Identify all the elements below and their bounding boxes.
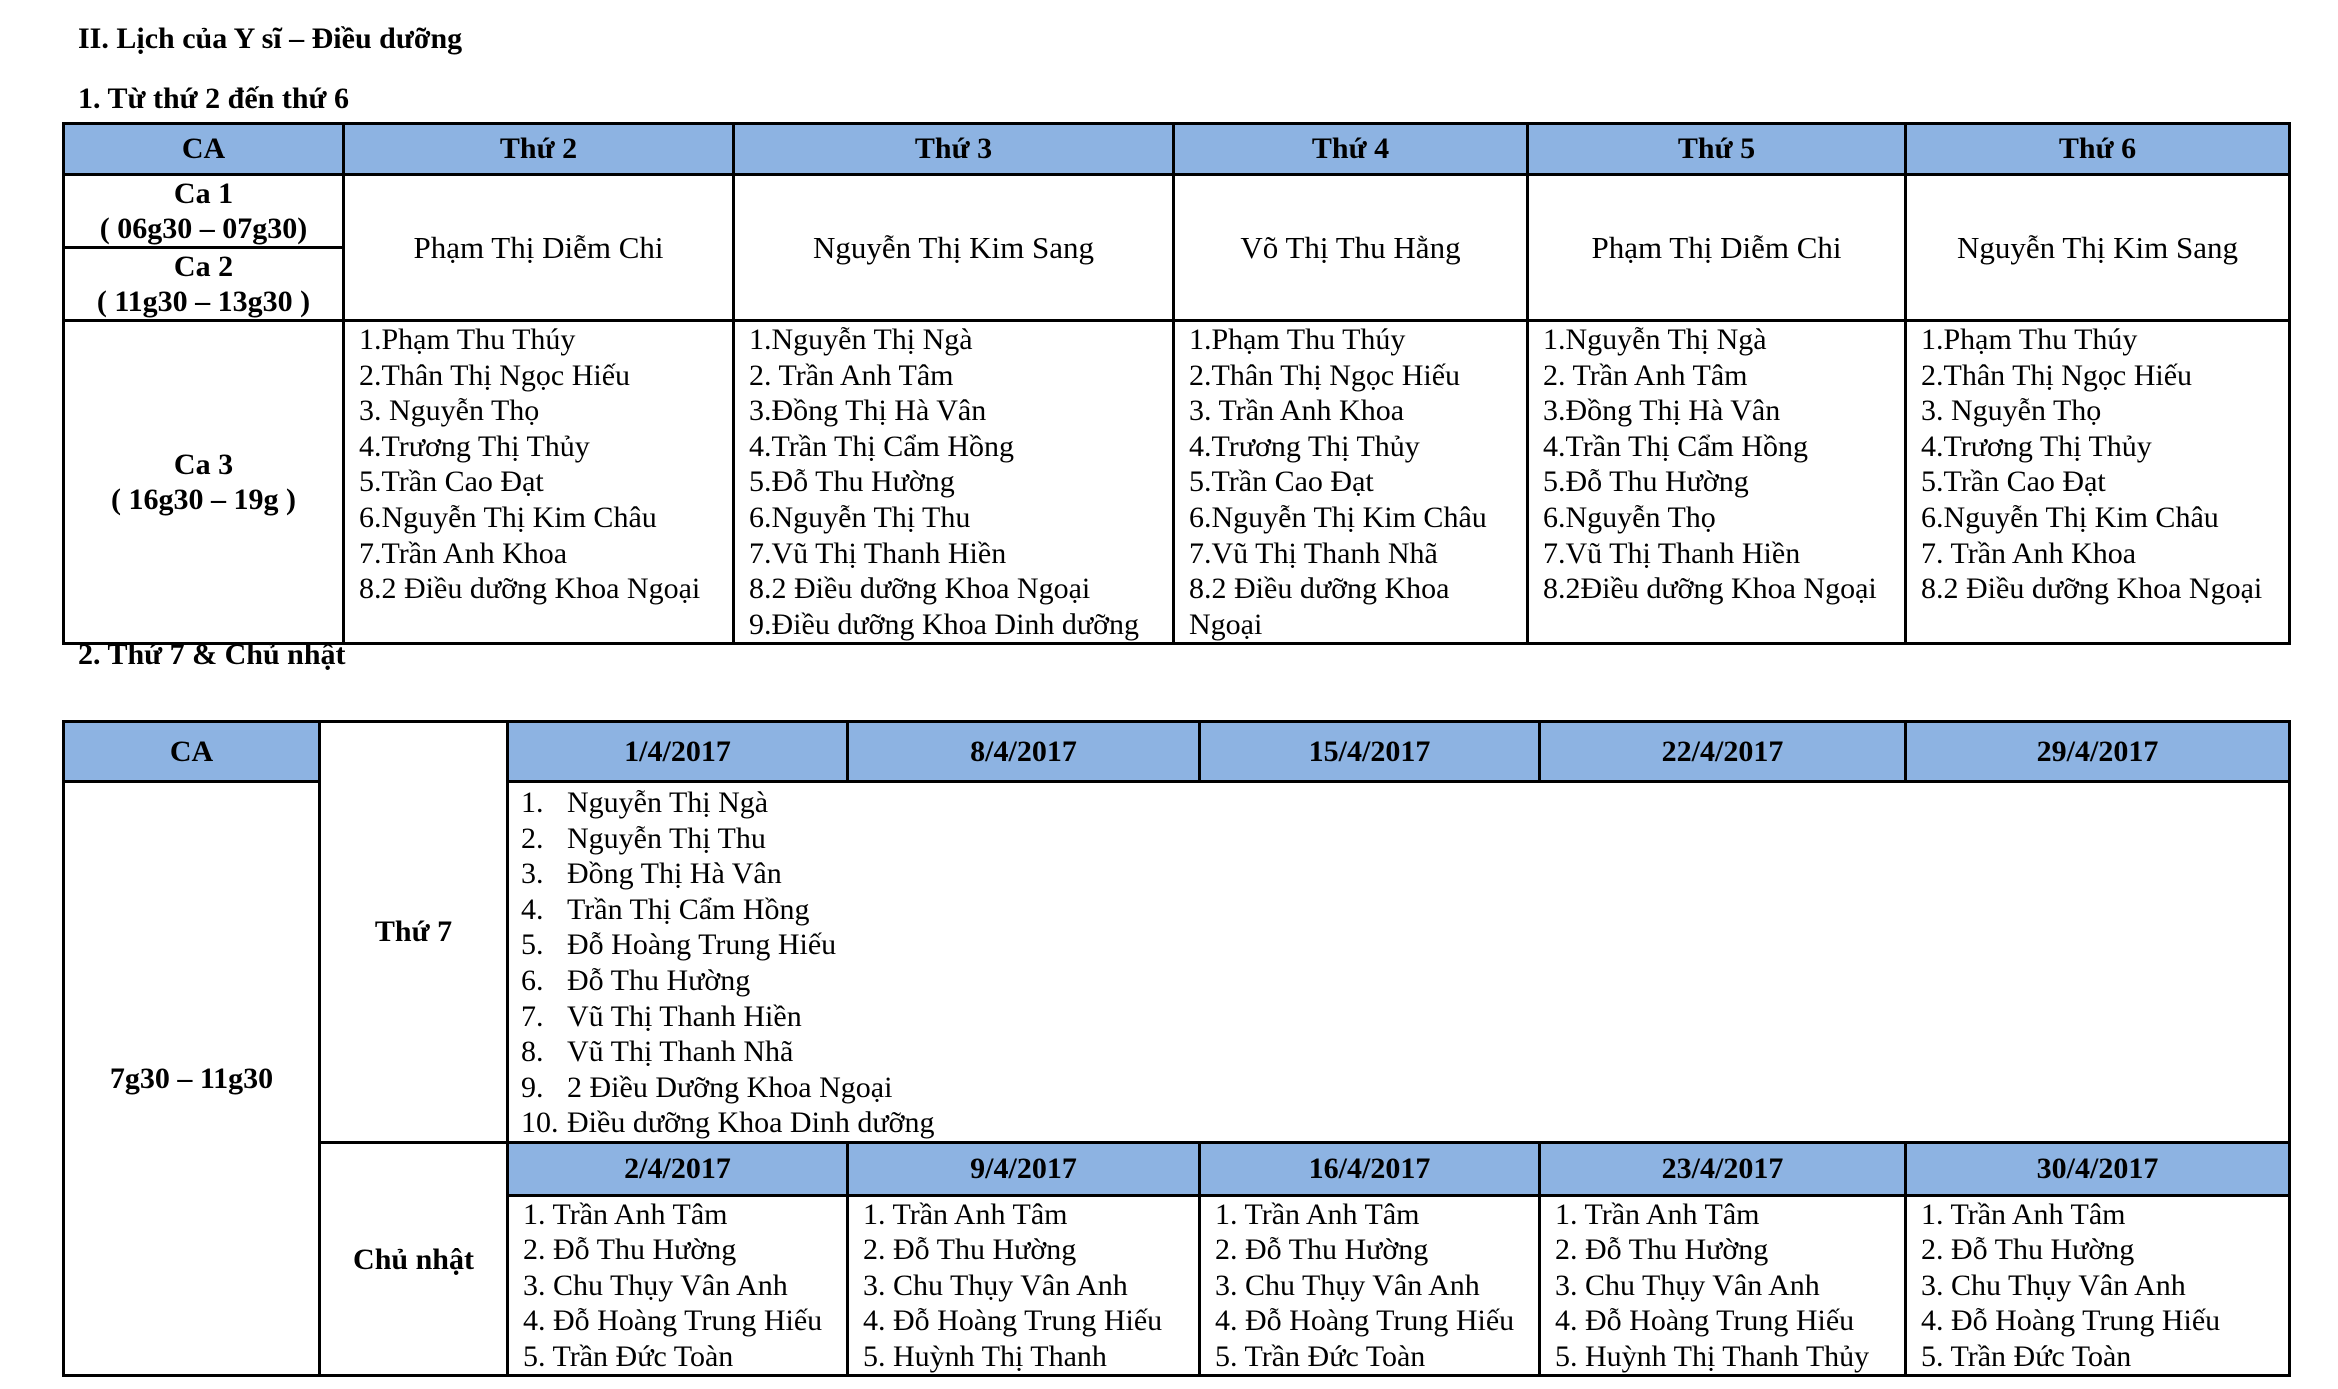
list-item: 1. Trần Anh Tâm bbox=[1921, 1197, 2126, 1231]
sunday-list-5 bbox=[1906, 1195, 2290, 1376]
list-item: 6.Nguyễn Thị Kim Châu bbox=[1921, 500, 2219, 534]
ca2-label: Ca 2 bbox=[173, 250, 234, 283]
list-item: 8.2 Điều dưỡng Khoa Ngoại bbox=[359, 572, 701, 606]
list-item: 5.Đỗ Thu Hường bbox=[749, 465, 955, 499]
list-item: 2. Đỗ Thu Hường bbox=[1921, 1233, 2135, 1267]
list-item: 2. Đỗ Thu Hường bbox=[1215, 1233, 1429, 1267]
list-item: 7. Trần Anh Khoa bbox=[1921, 536, 2137, 570]
list-item: 4.Trần Thị Cẩm Hồng bbox=[1543, 429, 1809, 463]
saturday-list bbox=[508, 782, 2290, 1143]
list-item: 2. Đỗ Thu Hường bbox=[863, 1233, 1077, 1267]
list-item: 5. Trần Đức Toàn bbox=[523, 1339, 734, 1373]
list-item: 2. Trần Anh Tâm bbox=[749, 358, 954, 392]
morning-thu-6: Nguyễn Thị Kim Sang bbox=[1906, 175, 2290, 321]
list-item: 4.Trương Thị Thủy bbox=[1189, 429, 1420, 463]
header-thu-2: Thứ 2 bbox=[344, 124, 734, 175]
list-item: 6.Nguyễn Thọ bbox=[1543, 500, 1716, 534]
list-item: 2.Thân Thị Ngọc Hiếu bbox=[359, 358, 631, 392]
morning-thu-2: Phạm Thị Diễm Chi bbox=[344, 175, 734, 321]
morning-thu-3: Nguyễn Thị Kim Sang bbox=[734, 175, 1174, 321]
list-item: 7.Vũ Thị Thanh Hiền bbox=[749, 536, 1007, 570]
sunday-list-2 bbox=[848, 1195, 1200, 1376]
morning-thu-5: Phạm Thị Diễm Chi bbox=[1528, 175, 1906, 321]
list-item: 7.Trần Anh Khoa bbox=[359, 536, 568, 570]
list-item: 6. Đỗ Thu Hường bbox=[521, 963, 751, 997]
list-item: 1.Phạm Thu Thúy bbox=[1189, 323, 1406, 356]
list-item: 1.Phạm Thu Thúy bbox=[1921, 323, 2138, 356]
list-item: 4.Trương Thị Thủy bbox=[1921, 429, 2152, 463]
list-item: 1. Trần Anh Tâm bbox=[863, 1197, 1068, 1231]
ca3-list-thu-4 bbox=[1174, 321, 1528, 644]
list-item: 5. Trần Đức Toàn bbox=[1215, 1339, 1426, 1373]
list-item: 4.Trương Thị Thủy bbox=[359, 429, 590, 463]
list-item: 1. Trần Anh Tâm bbox=[1555, 1197, 1760, 1231]
weekend-schedule-table bbox=[62, 720, 2291, 1377]
list-item: 2. Nguyễn Thị Thu bbox=[521, 821, 766, 855]
list-item: 4. Trần Thị Cẩm Hồng bbox=[521, 892, 810, 926]
ca3-time: ( 16g30 – 19g ) bbox=[111, 483, 296, 517]
sunday-date: 23/4/2017 bbox=[1540, 1142, 1906, 1195]
list-item: 8.2 Điều dưỡng Khoa Ngoại bbox=[1921, 572, 2263, 606]
ca3-list-thu-6 bbox=[1906, 321, 2290, 644]
list-item: 8. Vũ Thị Thanh Nhã bbox=[521, 1035, 794, 1069]
saturday-date: 15/4/2017 bbox=[1200, 722, 1540, 782]
saturday-date: 22/4/2017 bbox=[1540, 722, 1906, 782]
list-item: 6.Nguyễn Thị Thu bbox=[749, 500, 971, 534]
ca1-time: ( 06g30 – 07g30) bbox=[99, 212, 308, 245]
ca3-list-thu-5 bbox=[1528, 321, 1906, 644]
weekend-shift-time: 7g30 – 11g30 bbox=[64, 782, 320, 1376]
list-item: 7.Vũ Thị Thanh Hiền bbox=[1543, 536, 1801, 570]
list-item: 2. Trần Anh Tâm bbox=[1543, 358, 1748, 392]
list-item: 4.Trần Thị Cẩm Hồng bbox=[749, 429, 1015, 463]
list-item: 4. Đỗ Hoàng Trung Hiếu bbox=[863, 1304, 1163, 1338]
ca2-time: ( 11g30 – 13g30 ) bbox=[96, 285, 311, 318]
header-thu-5: Thứ 5 bbox=[1528, 124, 1906, 175]
sunday-date: 2/4/2017 bbox=[508, 1142, 848, 1195]
list-item: 5. Trần Đức Toàn bbox=[1921, 1339, 2132, 1373]
list-item: 8.2 Điều dưỡng Khoa Ngoại bbox=[1189, 572, 1450, 641]
list-item: 7. Vũ Thị Thanh Hiền bbox=[521, 999, 802, 1033]
list-item: 3. Trần Anh Khoa bbox=[1189, 394, 1405, 428]
header-ca: CA bbox=[64, 124, 344, 175]
part1-title: 1. Từ thứ 2 đến thứ 6 bbox=[78, 82, 350, 115]
sunday-label: Chủ nhật bbox=[320, 1142, 508, 1376]
header-thu-4: Thứ 4 bbox=[1174, 124, 1528, 175]
list-item: 3. Chu Thụy Vân Anh bbox=[1555, 1268, 1820, 1302]
morning-thu-4: Võ Thị Thu Hằng bbox=[1174, 175, 1528, 321]
list-item: 2.Thân Thị Ngọc Hiếu bbox=[1921, 358, 2193, 392]
list-item: 5. Huỳnh Thị Thanh bbox=[863, 1339, 1107, 1373]
list-item: 2. Đỗ Thu Hường bbox=[523, 1233, 737, 1267]
list-item: 3.Đồng Thị Hà Vân bbox=[749, 394, 987, 428]
list-item: 8.2Điều dưỡng Khoa Ngoại bbox=[1543, 572, 1877, 606]
list-item: 1. Trần Anh Tâm bbox=[1215, 1197, 1420, 1231]
list-item: 6.Nguyễn Thị Kim Châu bbox=[359, 500, 657, 534]
list-item: 1.Phạm Thu Thúy bbox=[359, 323, 576, 356]
list-item: 1. Trần Anh Tâm bbox=[523, 1197, 728, 1231]
list-item: 3. Nguyễn Thọ bbox=[359, 394, 540, 428]
header-thu-3: Thứ 3 bbox=[734, 124, 1174, 175]
list-item: 4. Đỗ Hoàng Trung Hiếu bbox=[1555, 1304, 1855, 1338]
list-item: 5.Trần Cao Đạt bbox=[1921, 465, 2106, 499]
list-item: 9.Điều dưỡng Khoa Dinh dưỡng bbox=[749, 607, 1140, 641]
list-item: 4. Đỗ Hoàng Trung Hiếu bbox=[1215, 1304, 1515, 1338]
sunday-list-3 bbox=[1200, 1195, 1540, 1376]
list-item: 3.Đồng Thị Hà Vân bbox=[1543, 394, 1781, 428]
saturday-label: Thứ 7 bbox=[320, 722, 508, 1143]
shift-ca1 bbox=[64, 175, 344, 248]
shift-ca3 bbox=[64, 321, 344, 644]
list-item: 3. Chu Thụy Vân Anh bbox=[863, 1268, 1128, 1302]
list-item: 3. Đồng Thị Hà Vân bbox=[521, 857, 782, 891]
ca1-label: Ca 1 bbox=[173, 177, 234, 210]
sunday-list-1 bbox=[508, 1195, 848, 1376]
section-title: II. Lịch của Y sĩ – Điều dưỡng bbox=[78, 22, 463, 55]
sunday-date: 16/4/2017 bbox=[1200, 1142, 1540, 1195]
list-item: 1. Nguyễn Thị Ngà bbox=[521, 786, 769, 819]
saturday-date: 1/4/2017 bbox=[508, 722, 848, 782]
list-item: 9. 2 Điều Dưỡng Khoa Ngoại bbox=[521, 1070, 893, 1104]
list-item: 7.Vũ Thị Thanh Nhã bbox=[1189, 536, 1438, 570]
saturday-date: 29/4/2017 bbox=[1906, 722, 2290, 782]
list-item: 5. Huỳnh Thị Thanh Thủy bbox=[1555, 1339, 1870, 1373]
list-item: 6.Nguyễn Thị Kim Châu bbox=[1189, 500, 1487, 534]
saturday-date: 8/4/2017 bbox=[848, 722, 1200, 782]
header-ca: CA bbox=[64, 722, 320, 782]
list-item: 5.Trần Cao Đạt bbox=[1189, 465, 1374, 499]
header-thu-6: Thứ 6 bbox=[1906, 124, 2290, 175]
list-item: 1.Nguyễn Thị Ngà bbox=[749, 323, 973, 356]
list-item: 4. Đỗ Hoàng Trung Hiếu bbox=[1921, 1304, 2221, 1338]
part2-title: 2. Thứ 7 & Chủ nhật bbox=[78, 638, 346, 671]
list-item: 2.Thân Thị Ngọc Hiếu bbox=[1189, 358, 1461, 392]
list-item: 3. Chu Thụy Vân Anh bbox=[1215, 1268, 1480, 1302]
shift-ca2 bbox=[64, 248, 344, 321]
sunday-date: 9/4/2017 bbox=[848, 1142, 1200, 1195]
list-item: 5. Đỗ Hoàng Trung Hiếu bbox=[521, 928, 837, 962]
list-item: 5.Trần Cao Đạt bbox=[359, 465, 544, 499]
list-item: 10. Điều dưỡng Khoa Dinh dưỡng bbox=[521, 1106, 935, 1140]
list-item: 5.Đỗ Thu Hường bbox=[1543, 465, 1749, 499]
list-item: 3. Chu Thụy Vân Anh bbox=[1921, 1268, 2186, 1302]
weekday-schedule-table bbox=[62, 122, 2291, 645]
sunday-list-4 bbox=[1540, 1195, 1906, 1376]
ca3-label: Ca 3 bbox=[173, 448, 234, 482]
list-item: 2. Đỗ Thu Hường bbox=[1555, 1233, 1769, 1267]
list-item: 3. Nguyễn Thọ bbox=[1921, 394, 2102, 428]
list-item: 1.Nguyễn Thị Ngà bbox=[1543, 323, 1767, 356]
ca3-list-thu-2 bbox=[344, 321, 734, 644]
sunday-date: 30/4/2017 bbox=[1906, 1142, 2290, 1195]
list-item: 3. Chu Thụy Vân Anh bbox=[523, 1268, 788, 1302]
list-item: 8.2 Điều dưỡng Khoa Ngoại bbox=[749, 572, 1091, 606]
list-item: 4. Đỗ Hoàng Trung Hiếu bbox=[523, 1304, 823, 1338]
ca3-list-thu-3 bbox=[734, 321, 1174, 644]
